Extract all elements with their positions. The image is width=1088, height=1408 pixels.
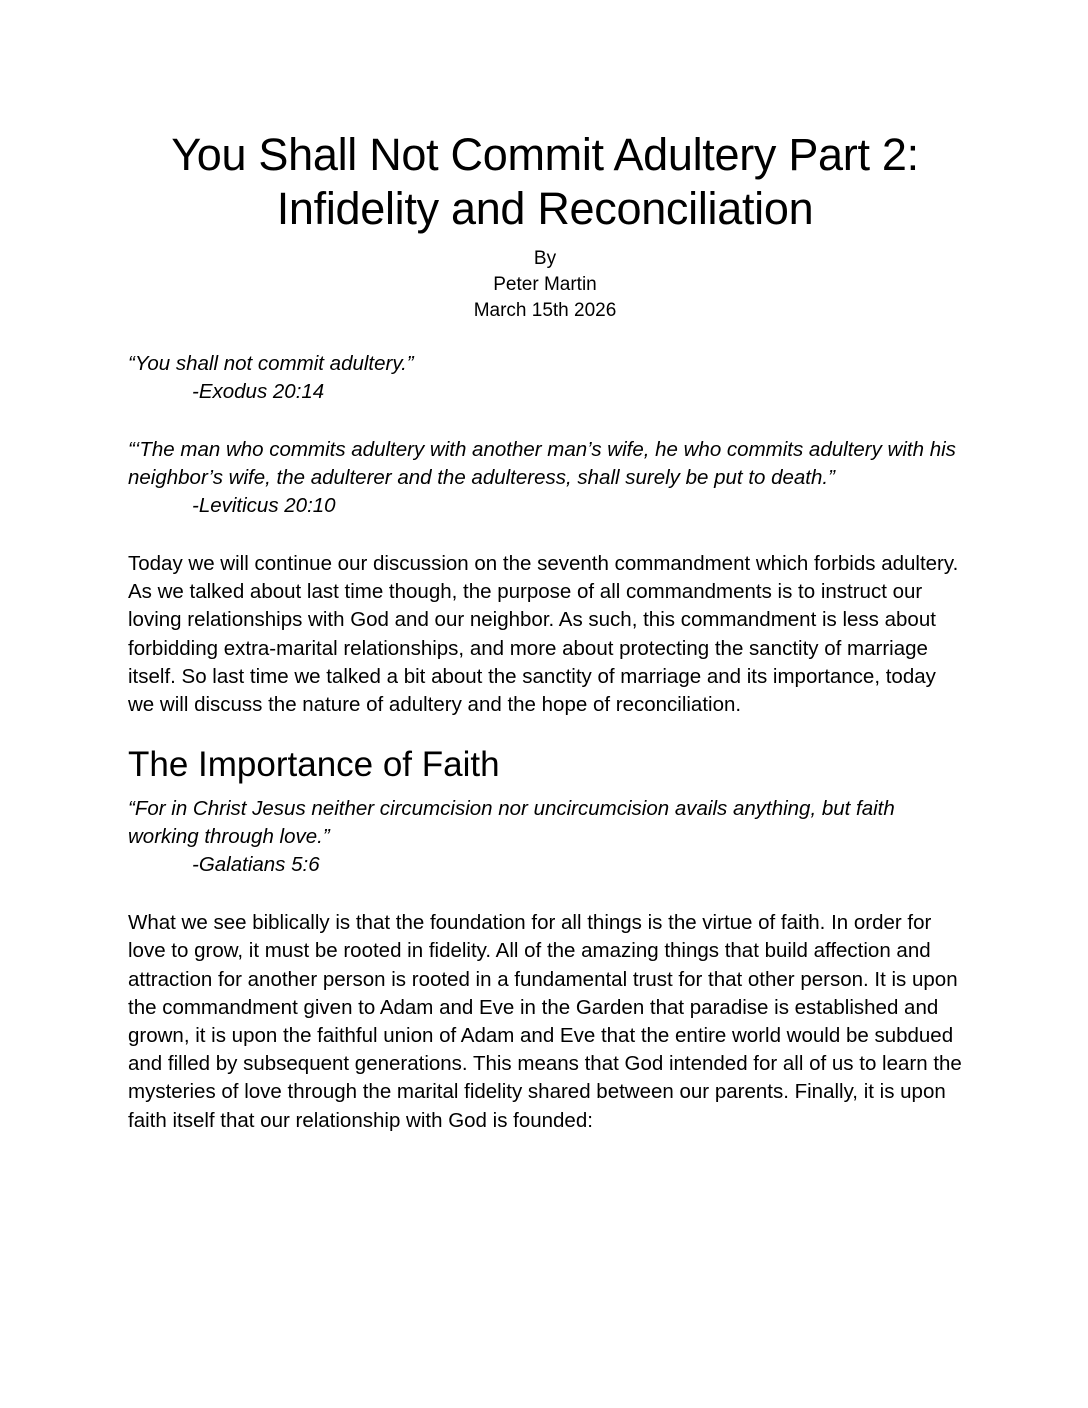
body-paragraph: What we see biblically is that the foundation for all things is the virtue of faith. In order for love to grow, it must be rooted in fidelity. All of the amazing things that build affection and attraction for another person is rooted in a fundamental trust for that other person. It is upon the commandment given to Adam and Eve in the Garden that paradise is established and grown, it is upon the faithful union of Adam and Eve that the entire world would be subdued and filled by subsequent generations. This means that God intended for all of us to learn the mysteries of love through the marital fidelity shared between our parents. Finally, it is upon faith itself that our relationship with God is founded:	[128, 911, 962, 1132]
quote-text: “‘The man who commits adultery with another man’s wife, he who commits adultery with his neighbor’s wife, the adulterer and the adulteress, shall surely be put to death.”	[128, 438, 956, 489]
intro-section	[128, 550, 962, 719]
title-line-2: Infidelity and Reconciliation	[276, 183, 814, 234]
document-content	[128, 128, 962, 1135]
quote-reference: -Exodus 20:14	[192, 380, 325, 403]
section-heading: The Importance of Faith	[128, 745, 500, 785]
byline-date: March 15th 2026	[473, 300, 617, 321]
byline-author: Peter Martin	[493, 274, 597, 295]
body-section	[128, 909, 962, 1135]
epigraph-quote-2	[128, 436, 962, 520]
quote-text: “You shall not commit adultery.”	[128, 352, 414, 375]
epigraph-quote-1	[128, 350, 962, 406]
quote-reference: -Leviticus 20:10	[192, 494, 336, 517]
quote-reference: -Galatians 5:6	[192, 853, 320, 877]
byline-by: By	[533, 248, 557, 269]
title-line-1: You Shall Not Commit Adultery Part 2:	[171, 129, 919, 180]
intro-paragraph: Today we will continue our discussion on the seventh commandment which forbids adultery. As we talked about last time though, the purpose of all commandments is to instruct our loving relationships with God and our neighbor. As such, this commandment is less about forbidding extra-marital relationships, and more about protecting the sanctity of marriage itself. So last time we talked a bit about the sanctity of marriage and its importance, today we will discuss the nature of adultery and the hope of reconciliation.	[128, 552, 959, 717]
quote-text: “For in Christ Jesus neither circumcision nor uncircumcision avails anything, but faith working through love.”	[128, 797, 895, 849]
byline	[128, 246, 962, 324]
section-quote	[128, 795, 962, 879]
document-title	[128, 128, 962, 236]
